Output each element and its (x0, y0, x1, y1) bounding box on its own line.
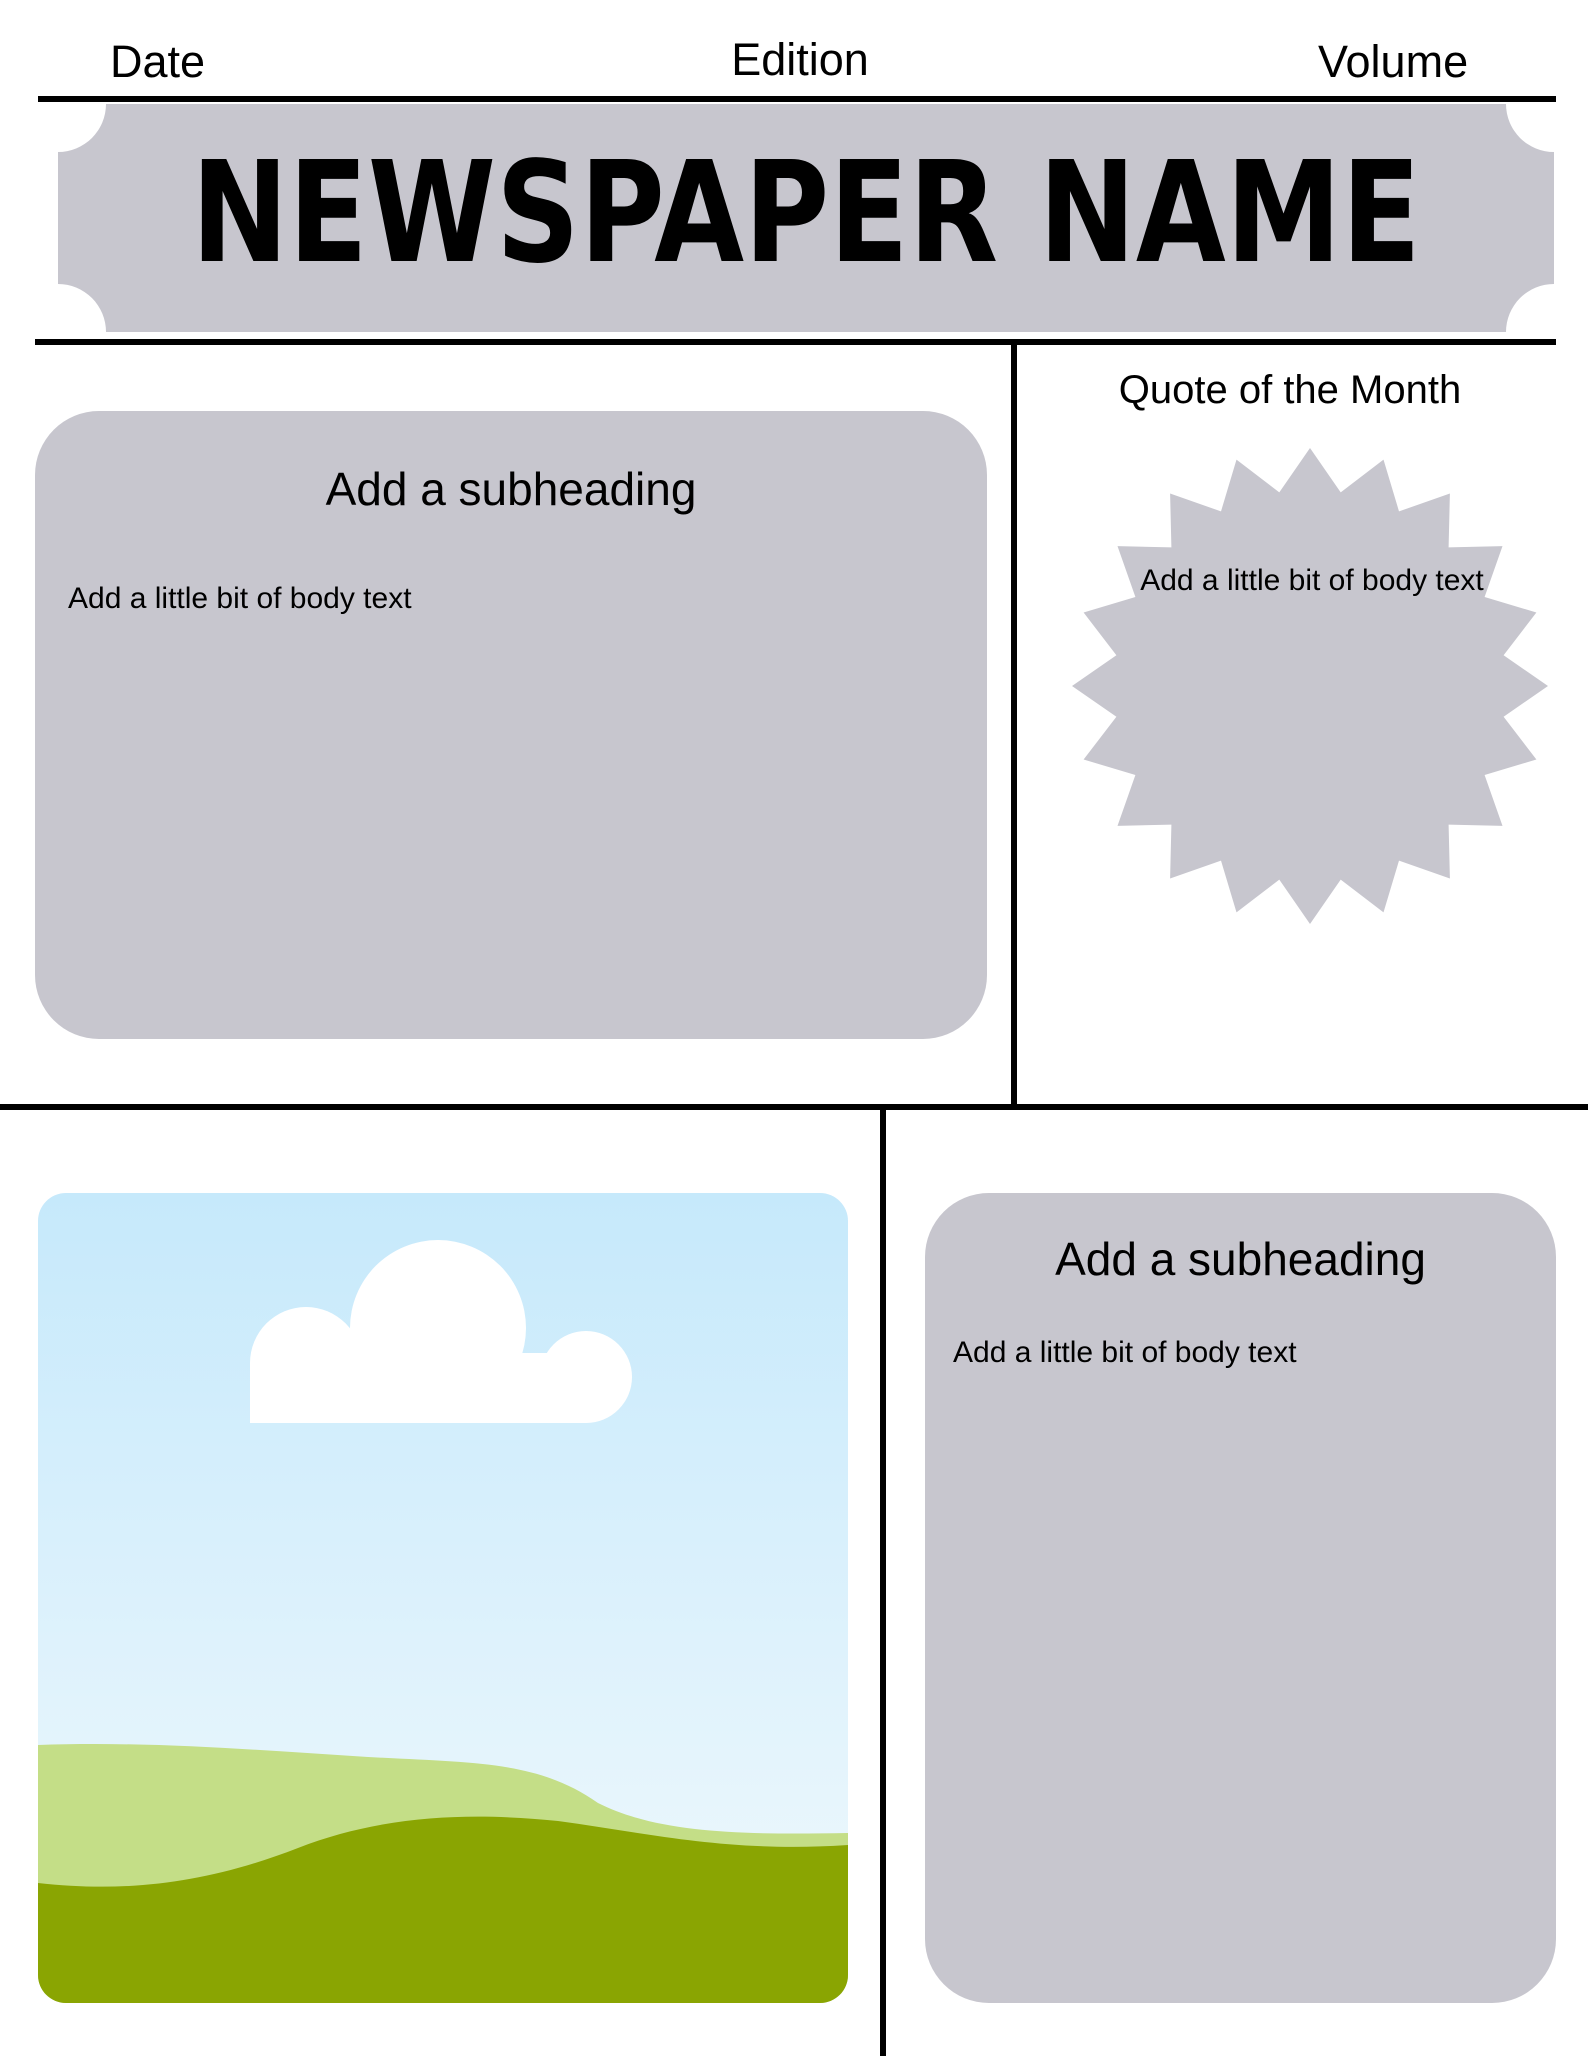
header-top-rule (38, 96, 1556, 102)
left-subheading[interactable]: Add a subheading (325, 463, 697, 515)
header-bottom-rule (35, 339, 1556, 345)
quote-starburst (1072, 448, 1548, 924)
bottom-column-divider (880, 1110, 886, 2056)
right-article-box (925, 1193, 1556, 2003)
quote-body-text[interactable]: Add a little bit of body text (1140, 564, 1484, 597)
left-article-box (35, 411, 987, 1039)
title-banner (58, 104, 1554, 332)
right-body-text[interactable]: Add a little bit of body text (953, 1336, 1297, 1369)
quote-heading: Quote of the Month (1118, 368, 1462, 412)
newspaper-title: NEWSPAPER NAME (191, 132, 1421, 295)
middle-rule (0, 1104, 1588, 1110)
volume-label: Volume (1318, 36, 1469, 87)
left-body-text[interactable]: Add a little bit of body text (68, 582, 412, 615)
date-label: Date (110, 36, 206, 87)
landscape-placeholder-icon (38, 1193, 848, 2003)
top-column-divider (1011, 345, 1017, 1107)
image-placeholder[interactable] (38, 1193, 848, 2003)
starburst-shape (1072, 448, 1548, 924)
right-subheading[interactable]: Add a subheading (1055, 1233, 1426, 1285)
edition-label: Edition (731, 34, 869, 85)
